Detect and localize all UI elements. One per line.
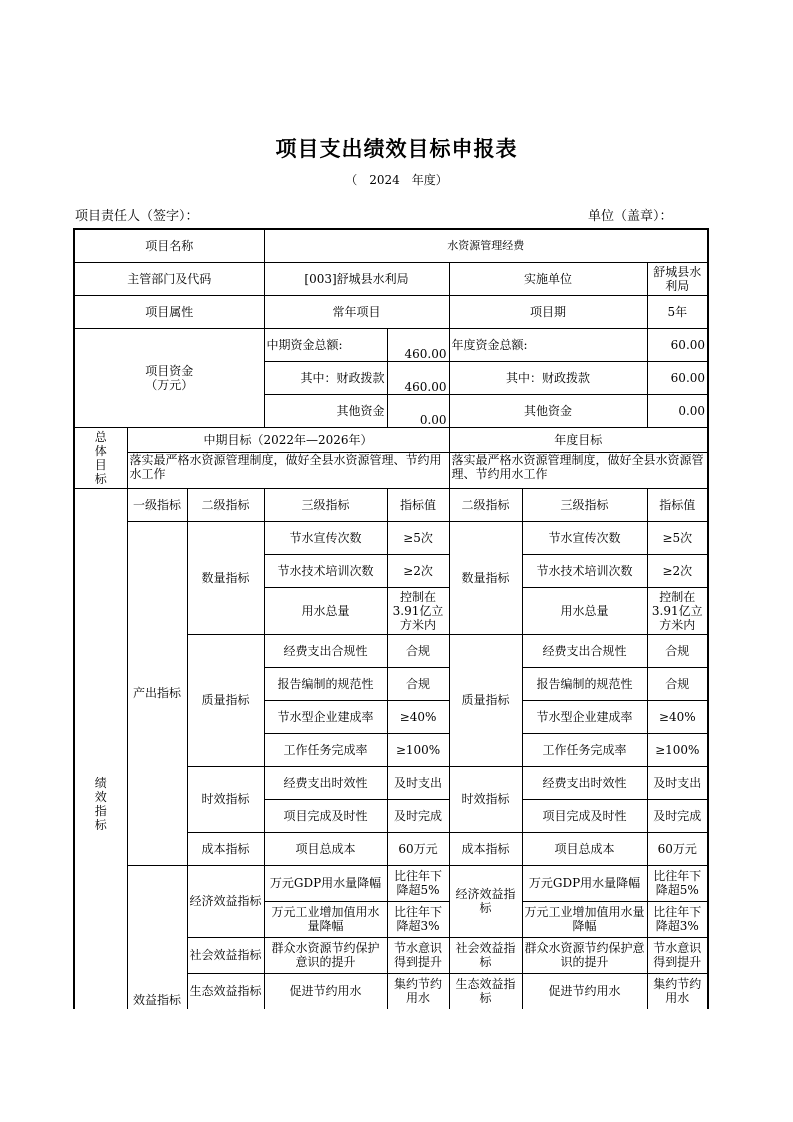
attr-value: 常年项目 <box>264 295 449 328</box>
row-q1 <box>74 521 708 554</box>
output-indicator: 产出指标 <box>127 521 187 865</box>
col-level3: 三级指标 <box>264 488 387 521</box>
economic-indicator-year: 经济效益指标 <box>449 865 522 937</box>
goal-char-2: 体 <box>94 443 107 458</box>
g1-name-year: 促进节约用水 <box>522 973 647 1009</box>
col-level2: 二级指标 <box>187 488 264 521</box>
ql3-value-year: ≥40% <box>647 700 708 733</box>
fund-label <box>74 328 264 427</box>
unit-seal-label: 单位（盖章）： <box>588 209 673 224</box>
economic-indicator: 经济效益指标 <box>187 865 264 937</box>
mid-goal-header: 中期目标（2022年—2026年） <box>127 427 449 452</box>
s1-name-year: 群众水资源节约保护意识的提升 <box>522 937 647 973</box>
dept-label: 主管部门及代码 <box>74 262 264 295</box>
year-total-label: 年度资金总额: <box>449 328 647 361</box>
overall-goal-label <box>74 427 127 488</box>
ql2-name: 报告编制的规范性 <box>264 667 387 700</box>
s1-value: 节水意识得到提升 <box>387 937 449 973</box>
perf-char-4: 标 <box>94 817 107 832</box>
q3-value-year: 控制在3.91亿立方米内 <box>647 587 708 634</box>
mid-fiscal-label: 其中：财政拨款 <box>264 361 387 394</box>
dept-value: [003]舒城县水利局 <box>264 262 449 295</box>
t1-value: 及时支出 <box>387 766 449 799</box>
quality-indicator-year: 质量指标 <box>449 634 522 766</box>
q1-value-year: ≥5次 <box>647 521 708 554</box>
t1-name-year: 经费支出时效性 <box>522 766 647 799</box>
year-total-value: 60.00 <box>647 328 708 361</box>
year-other-value: 0.00 <box>647 394 708 427</box>
col-level3-year: 三级指标 <box>522 488 647 521</box>
quality-indicator: 质量指标 <box>187 634 264 766</box>
fund-label-line2: （万元） <box>145 377 194 392</box>
ql4-value-year: ≥100% <box>647 733 708 766</box>
ql1-name: 经费支出合规性 <box>264 634 387 667</box>
timeliness-indicator-year: 时效指标 <box>449 766 522 832</box>
t2-value-year: 及时完成 <box>647 799 708 832</box>
t2-value: 及时完成 <box>387 799 449 832</box>
t2-name-year: 项目完成及时性 <box>522 799 647 832</box>
ql4-value: ≥100% <box>387 733 449 766</box>
t1-name: 经费支出时效性 <box>264 766 387 799</box>
mid-total-label: 中期资金总额: <box>264 328 387 361</box>
c1-name-year: 项目总成本 <box>522 832 647 865</box>
cost-indicator: 成本指标 <box>187 832 264 865</box>
ql2-name-year: 报告编制的规范性 <box>522 667 647 700</box>
year-open: （ <box>345 173 358 187</box>
q1-name: 节水宣传次数 <box>264 521 387 554</box>
ecological-indicator-year: 生态效益指标 <box>449 973 522 1009</box>
c1-value-year: 60万元 <box>647 832 708 865</box>
ql1-name-year: 经费支出合规性 <box>522 634 647 667</box>
goal-char-3: 目 <box>94 457 107 472</box>
e1-name: 万元GDP用水量降幅 <box>264 865 387 901</box>
year-close: 年度） <box>411 173 448 187</box>
q2-name-year: 节水技术培训次数 <box>522 554 647 587</box>
ql2-value-year: 合规 <box>647 667 708 700</box>
goal-char-1: 总 <box>94 429 107 444</box>
year-fiscal-label: 其中：财政拨款 <box>449 361 647 394</box>
ql4-name: 工作任务完成率 <box>264 733 387 766</box>
ql3-name-year: 节水型企业建成率 <box>522 700 647 733</box>
e1-value: 比往年下降超5% <box>387 865 449 901</box>
col-value-year: 指标值 <box>647 488 708 521</box>
ql1-value: 合规 <box>387 634 449 667</box>
social-indicator-year: 社会效益指标 <box>449 937 522 973</box>
ecological-indicator: 生态效益指标 <box>187 973 264 1009</box>
responsible-label: 项目责任人（签字）： <box>75 209 199 224</box>
e1-name-year: 万元GDP用水量降幅 <box>522 865 647 901</box>
t2-name: 项目完成及时性 <box>264 799 387 832</box>
perf-indicator-label <box>74 488 127 1009</box>
q2-value-year: ≥2次 <box>647 554 708 587</box>
impl-label: 实施单位 <box>449 262 647 295</box>
timeliness-indicator: 时效指标 <box>187 766 264 832</box>
social-indicator: 社会效益指标 <box>187 937 264 973</box>
g1-value: 集约节约用水 <box>387 973 449 1009</box>
g1-name: 促进节约用水 <box>264 973 387 1009</box>
mid-fiscal-value: 460.00 <box>387 361 449 394</box>
impl-value: 舒城县水利局 <box>647 262 708 295</box>
ql3-name: 节水型企业建成率 <box>264 700 387 733</box>
row-project-name <box>74 229 708 262</box>
c1-value: 60万元 <box>387 832 449 865</box>
row-attr <box>74 295 708 328</box>
mid-other-value: 0.00 <box>387 394 449 427</box>
ql4-name-year: 工作任务完成率 <box>522 733 647 766</box>
row-dept <box>74 262 708 295</box>
q3-value: 控制在3.91亿立方米内 <box>387 587 449 634</box>
mid-total-value: 460.00 <box>387 328 449 361</box>
q1-name-year: 节水宣传次数 <box>522 521 647 554</box>
year-fiscal-value: 60.00 <box>647 361 708 394</box>
project-name-label: 项目名称 <box>74 229 264 262</box>
perf-char-1: 绩 <box>94 775 107 790</box>
period-label: 项目期 <box>449 295 647 328</box>
quantity-indicator: 数量指标 <box>187 521 264 634</box>
perf-char-3: 指 <box>94 803 107 818</box>
benefit-indicator: 效益指标 <box>127 865 187 1009</box>
q3-name-year: 用水总量 <box>522 587 647 634</box>
cost-indicator-year: 成本指标 <box>449 832 522 865</box>
perf-char-2: 效 <box>94 789 107 804</box>
row-goals-text <box>74 452 708 488</box>
e2-value: 比往年下降超3% <box>387 901 449 937</box>
e2-value-year: 比往年下降超3% <box>647 901 708 937</box>
e1-value-year: 比往年下降超5% <box>647 865 708 901</box>
col-level1: 一级指标 <box>127 488 187 521</box>
c1-name: 项目总成本 <box>264 832 387 865</box>
attr-label: 项目属性 <box>74 295 264 328</box>
year-value: 2024 <box>369 173 400 187</box>
col-value: 指标值 <box>387 488 449 521</box>
s1-name: 群众水资源节约保护意识的提升 <box>264 937 387 973</box>
s1-value-year: 节水意识得到提升 <box>647 937 708 973</box>
page-title: 项目支出绩效目标申报表 <box>275 136 518 161</box>
year-line <box>0 171 793 188</box>
goal-char-4: 标 <box>94 471 107 486</box>
mid-other-label: 其他资金 <box>264 394 387 427</box>
q3-name: 用水总量 <box>264 587 387 634</box>
q1-value: ≥5次 <box>387 521 449 554</box>
ql3-value: ≥40% <box>387 700 449 733</box>
q2-name: 节水技术培训次数 <box>264 554 387 587</box>
project-name-value: 水资源管理经费 <box>264 229 708 262</box>
year-other-label: 其他资金 <box>449 394 647 427</box>
ql1-value-year: 合规 <box>647 634 708 667</box>
row-goals-header <box>74 427 708 452</box>
performance-table <box>73 228 709 1009</box>
row-fund-total <box>74 328 708 361</box>
period-value: 5年 <box>647 295 708 328</box>
e2-name: 万元工业增加值用水量降幅 <box>264 901 387 937</box>
ql2-value: 合规 <box>387 667 449 700</box>
q2-value: ≥2次 <box>387 554 449 587</box>
year-goal-header: 年度目标 <box>449 427 708 452</box>
mid-goal-text: 落实最严格水资源管理制度，做好全县水资源管理、节约用水工作 <box>127 452 449 488</box>
row-perf-header <box>74 488 708 521</box>
fund-label-line1: 项目资金 <box>145 363 194 378</box>
row-e1 <box>74 865 708 901</box>
year-goal-text: 落实最严格水资源管理制度，做好全县水资源管理、节约用水工作 <box>449 452 708 488</box>
g1-value-year: 集约节约用水 <box>647 973 708 1009</box>
t1-value-year: 及时支出 <box>647 766 708 799</box>
e2-name-year: 万元工业增加值用水量降幅 <box>522 901 647 937</box>
quantity-indicator-year: 数量指标 <box>449 521 522 634</box>
col-level2-year: 二级指标 <box>449 488 522 521</box>
